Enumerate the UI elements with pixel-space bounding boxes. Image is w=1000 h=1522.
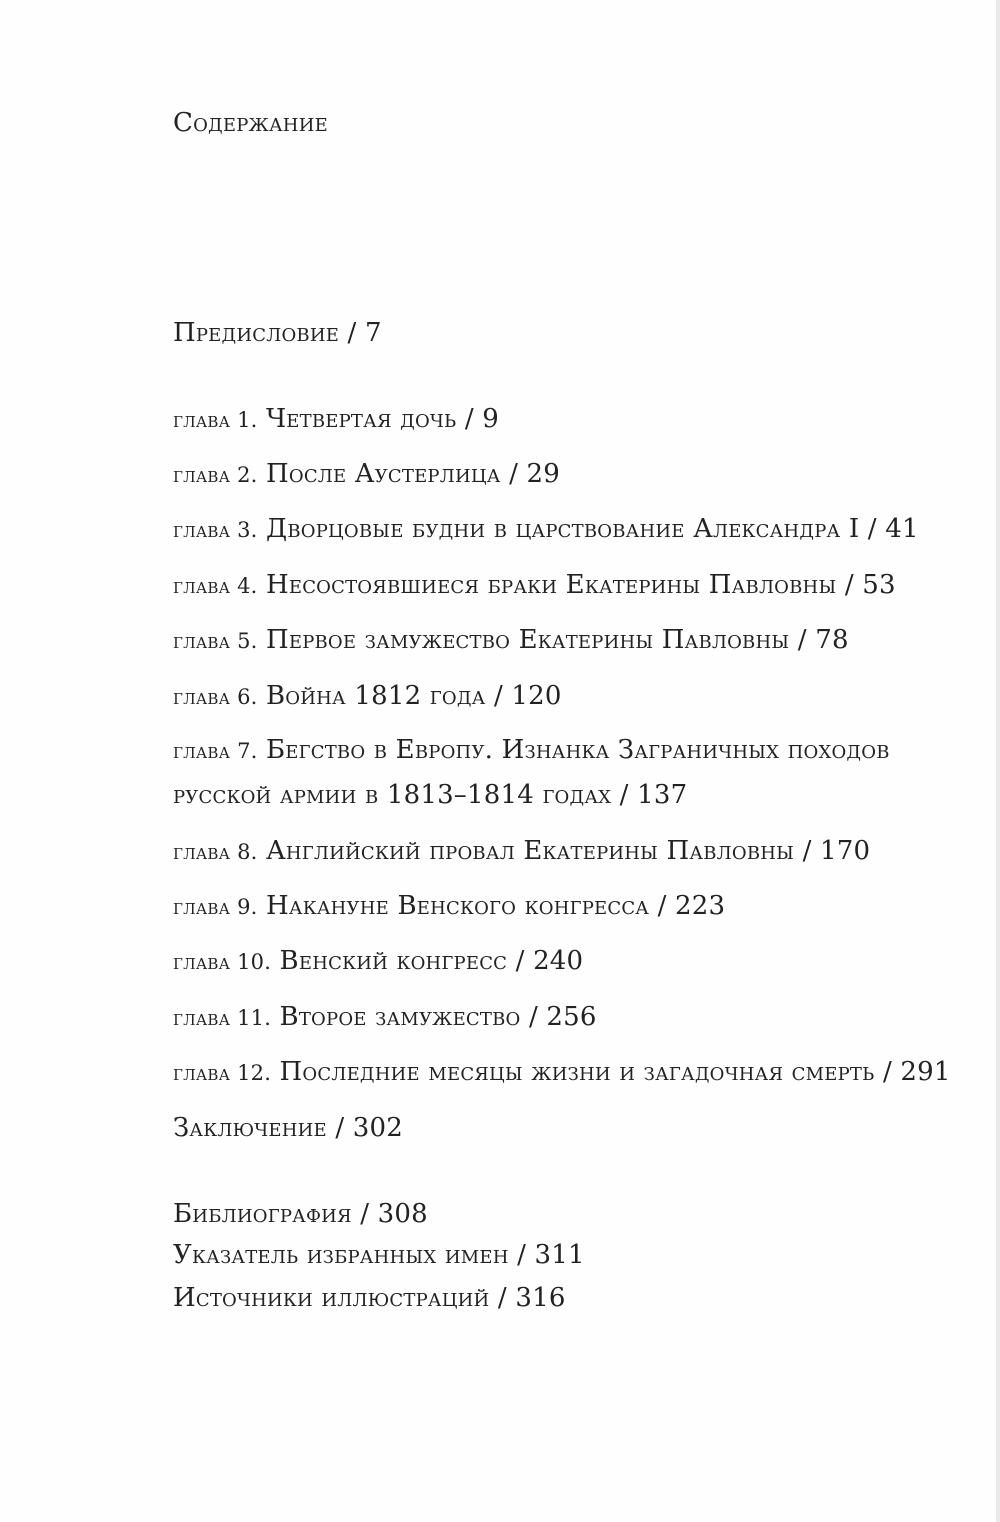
toc-entry-name-index: [173, 1240, 585, 1270]
chapter-prefix: глава 10.: [173, 950, 272, 974]
entry-title: Венский конгресс: [279, 946, 508, 976]
entry-title: После Аустерлица: [265, 459, 501, 489]
toc-heading: Содержание: [173, 108, 328, 138]
entry-page: 316: [515, 1283, 566, 1313]
entry-title: Источники иллюстраций: [173, 1283, 490, 1313]
entry-title: Последние месяцы жизни и загадочная смерть: [279, 1057, 875, 1087]
toc-entry-chapter-8: [173, 836, 870, 867]
entry-page: 29: [526, 459, 560, 489]
chapter-prefix: глава 9.: [173, 895, 258, 919]
entry-page: 240: [533, 946, 584, 976]
toc-entry-chapter-1: [173, 404, 499, 435]
toc-entry-conclusion: [173, 1113, 403, 1143]
entry-title: Английский провал Екатерины Павловны: [265, 836, 795, 866]
entry-page: 78: [815, 625, 849, 655]
separator: /: [493, 681, 503, 711]
toc-entry-chapter-7: [173, 735, 890, 766]
entry-page: 308: [377, 1199, 428, 1229]
toc-entry-preface: [173, 318, 382, 348]
separator: /: [515, 946, 525, 976]
entry-page: 53: [862, 570, 896, 600]
separator: /: [867, 514, 877, 544]
chapter-prefix: глава 1.: [173, 408, 258, 432]
entry-title: Указатель избранных имен: [173, 1240, 509, 1270]
separator: /: [347, 318, 357, 348]
entry-title: Предисловие: [173, 318, 340, 348]
entry-page: 302: [352, 1113, 403, 1143]
entry-page: 170: [820, 836, 871, 866]
entry-page: 41: [885, 514, 919, 544]
separator: /: [844, 570, 854, 600]
toc-entry-chapter-5: [173, 625, 849, 656]
toc-entry-chapter-3: [173, 514, 919, 545]
chapter-prefix: глава 4.: [173, 574, 258, 598]
entry-title: Первое замужество Екатерины Павловны: [265, 625, 790, 655]
toc-entry-illustration-sources: [173, 1283, 566, 1313]
chapter-prefix: глава 8.: [173, 840, 258, 864]
entry-page: 9: [482, 404, 500, 434]
entry-title: Второе замужество: [279, 1002, 521, 1032]
chapter-prefix: глава 2.: [173, 463, 258, 487]
separator: /: [509, 459, 519, 489]
toc-entry-chapter-6: [173, 681, 562, 712]
separator: /: [517, 1240, 527, 1270]
chapter-prefix: глава 6.: [173, 685, 258, 709]
entry-title: Война 1812 года: [265, 681, 486, 711]
toc-entry-chapter-10: [173, 946, 583, 977]
entry-page: 137: [637, 780, 688, 810]
separator: /: [464, 404, 474, 434]
entry-title-continued: русской армии в 1813–1814 годах: [173, 780, 612, 810]
separator: /: [657, 891, 667, 921]
entry-title: Четвертая дочь: [265, 404, 457, 434]
chapter-prefix: глава 3.: [173, 518, 258, 542]
toc-entry-chapter-12: [173, 1057, 951, 1088]
chapter-prefix: глава 5.: [173, 629, 258, 653]
toc-entry-chapter-11: [173, 1002, 597, 1033]
toc-entry-chapter-4: [173, 570, 896, 601]
separator: /: [619, 780, 629, 810]
chapter-prefix: глава 11.: [173, 1006, 272, 1030]
chapter-prefix: глава 7.: [173, 739, 258, 763]
entry-title: Заключение: [173, 1113, 327, 1143]
entry-title: Накануне Венского конгресса: [265, 891, 650, 921]
entry-title: Библиография: [173, 1199, 352, 1229]
separator: /: [797, 625, 807, 655]
toc-entry-chapter-9: [173, 891, 725, 922]
entry-page: 256: [546, 1002, 597, 1032]
entry-page: 120: [511, 681, 562, 711]
separator: /: [528, 1002, 538, 1032]
toc-entry-chapter-7-continued: [173, 780, 687, 810]
chapter-prefix: глава 12.: [173, 1061, 272, 1085]
separator: /: [335, 1113, 345, 1143]
entry-page: 311: [534, 1240, 585, 1270]
entry-page: 7: [364, 318, 382, 348]
entry-title: Дворцовые будни в царствование Александра I: [265, 514, 860, 544]
entry-page: 291: [900, 1057, 951, 1087]
separator: /: [802, 836, 812, 866]
entry-page: 223: [675, 891, 726, 921]
toc-entry-bibliography: [173, 1199, 428, 1229]
toc-entry-chapter-2: [173, 459, 560, 490]
separator: /: [360, 1199, 370, 1229]
entry-title: Несостоявшиеся браки Екатерины Павловны: [265, 570, 837, 600]
entry-title: Бегство в Европу. Изнанка Заграничных походов: [265, 735, 890, 765]
separator: /: [497, 1283, 507, 1313]
separator: /: [882, 1057, 892, 1087]
